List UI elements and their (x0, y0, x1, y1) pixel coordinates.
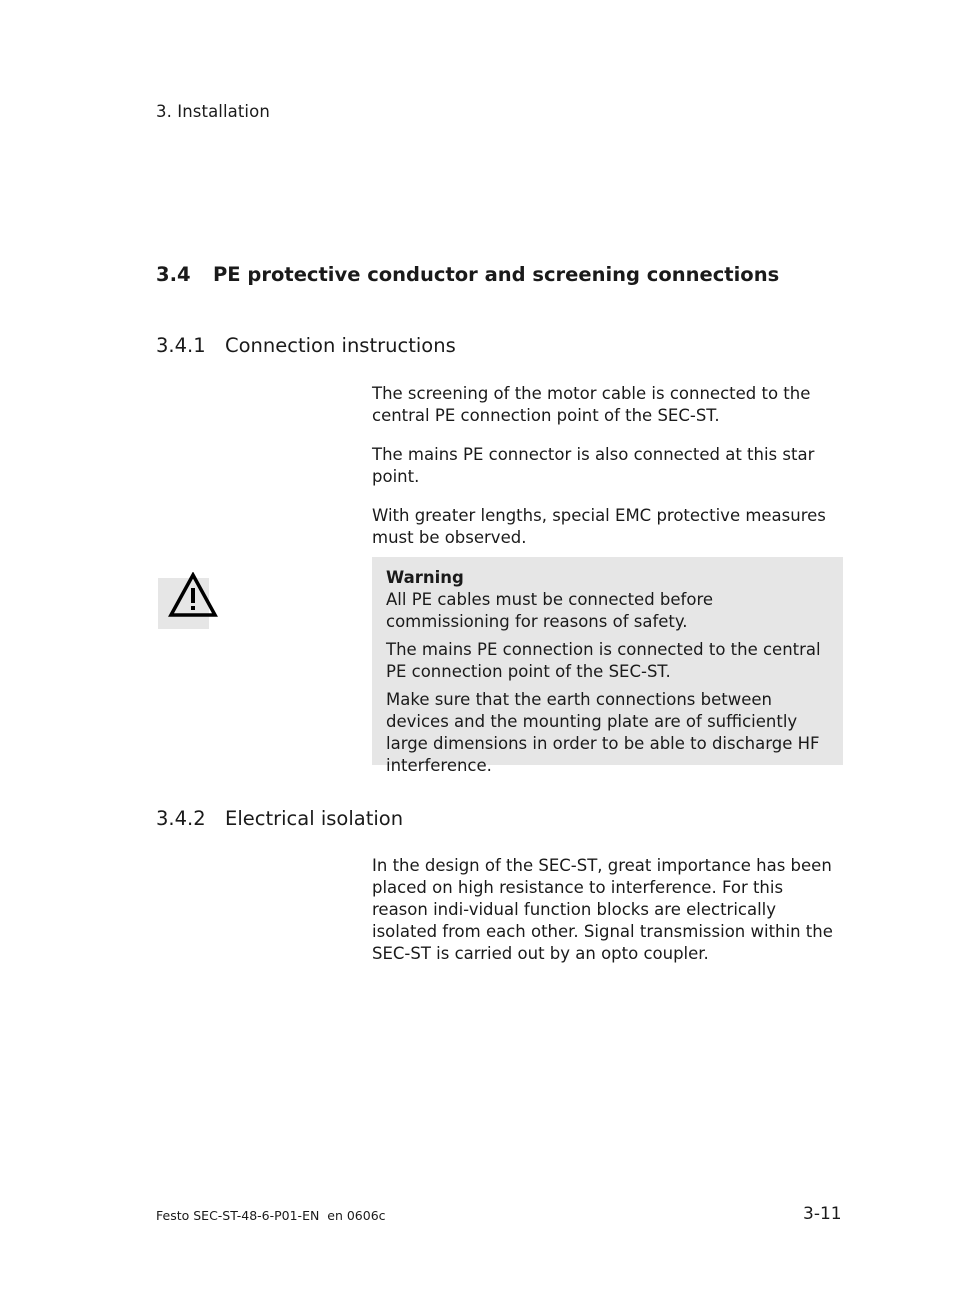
subsection-number: 3.4.2 (156, 807, 206, 830)
warning-paragraph: The mains PE connection is connected to the central PE connection point of the SEC-ST. (386, 640, 821, 681)
warning-triangle-icon (168, 572, 218, 618)
paragraph: The mains PE connector is also connected at this star point. (372, 445, 815, 486)
warning-box (372, 557, 843, 775)
subsection-heading-isolation (156, 807, 403, 830)
subsection-number: 3.4.1 (156, 334, 206, 357)
subsection-heading-connection (156, 334, 456, 357)
electrical-isolation-text (372, 855, 844, 982)
paragraph: With greater lengths, special EMC protective measures must be observed. (372, 506, 826, 547)
section-number: 3.4 (156, 263, 191, 286)
footer-doc-ref: Festo SEC-ST-48-6-P01-EN en 0606c (156, 1208, 386, 1223)
connection-instructions-text (372, 383, 844, 566)
subsection-title: Connection instructions (225, 334, 456, 357)
section-title: PE protective conductor and screening connections (213, 263, 780, 286)
subsection-title: Electrical isolation (225, 807, 404, 830)
warning-paragraph: Make sure that the earth connections between devices and the mounting plate are of sufficiently large dimensions in order to be able to discharge HF interference. (386, 690, 820, 775)
warning-icon-box (158, 578, 209, 629)
warning-title: Warning (386, 568, 464, 587)
section-heading (156, 263, 779, 286)
running-header: 3. Installation (156, 102, 270, 121)
paragraph: The screening of the motor cable is connected to the central PE connection point of the SEC-ST. (372, 384, 811, 425)
paragraph: In the design of the SEC-ST, great importance has been placed on high resistance to interference. For this reason indi-vidual function blocks are electrically isolated from each other. Signal transmission within the SEC-ST is carried out by an opto coupler. (372, 856, 833, 963)
warning-paragraph: All PE cables must be connected before commissioning for reasons of safety. (386, 590, 714, 631)
page-number: 3-11 (803, 1204, 842, 1224)
